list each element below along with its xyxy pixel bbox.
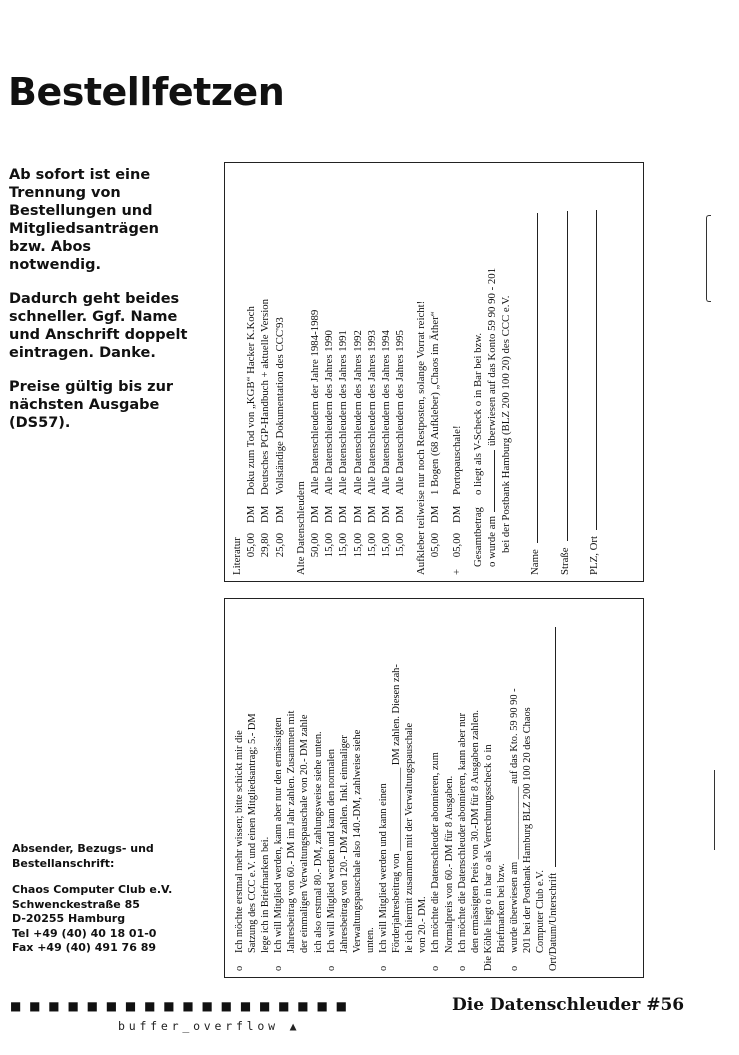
order-row[interactable] (336, 169, 350, 575)
literatur-heading: Literatur (231, 537, 243, 575)
order-row[interactable] (428, 169, 442, 575)
sender-address-line: Tel +49 (40) 40 18 01-0 (12, 926, 157, 940)
item-price: 05,00 (450, 533, 463, 558)
item-title: Alle Datenschleudern der Jahre 1984-1989 (308, 309, 321, 495)
transfer-date-field[interactable] (494, 450, 495, 512)
checkbox-marker[interactable]: o (378, 965, 390, 971)
membership-line[interactable] (377, 605, 390, 971)
order-row[interactable] (351, 169, 365, 575)
membership-line: Jahresbeitrag von 120.- DM zahlen. Inkl. einmaliger (338, 735, 350, 953)
item-price: 25,00 (273, 533, 286, 558)
sender-label-line: Absender, Bezugs- und (12, 842, 154, 855)
order-row[interactable] (379, 169, 393, 575)
membership-line: ich also erstmal 80.- DM, zahlungsweise siehe unten. (312, 731, 324, 953)
membership-line: Normalpreis von 60.- DM für 8 Ausgaben. (443, 775, 455, 953)
order-row[interactable] (273, 169, 287, 575)
checkbox-marker[interactable]: o (456, 965, 468, 971)
name-label: Name (529, 549, 542, 575)
order-form-content (225, 163, 643, 581)
item-title: Doku zum Tod von „KGB“ Hacker K.Koch (245, 306, 258, 495)
intro-line: Mitgliedsanträgen (9, 221, 160, 237)
transfer-account-text: überwiesen auf das Konto 59 90 90 - 201 (486, 267, 498, 447)
street-field[interactable] (567, 211, 568, 541)
order-row[interactable] (393, 169, 407, 575)
membership-text: Ich will Mitglied werden und kann einen (378, 783, 390, 953)
order-row[interactable] (244, 169, 258, 575)
item-currency: DM (273, 505, 286, 523)
intro-line: Bestellungen und (9, 203, 153, 219)
membership-line[interactable] (325, 605, 338, 971)
membership-line: von 20.- DM. (417, 896, 429, 953)
item-price: 05,00 (429, 533, 442, 558)
intro-line: bzw. Abos (9, 239, 92, 255)
signature-field[interactable] (555, 627, 556, 867)
checkbox-marker[interactable]: o (430, 965, 442, 971)
membership-line: Briefmarken bei bzw. (495, 863, 507, 953)
name-field[interactable] (537, 213, 538, 543)
item-currency: DM (429, 505, 442, 523)
item-currency: DM (245, 505, 258, 523)
item-price: 29,80 (259, 533, 272, 558)
membership-line: unten. (364, 927, 376, 953)
item-title: Alle Datenschleudern des Jahres 1993 (365, 330, 378, 495)
item-currency: DM (394, 505, 407, 523)
order-row[interactable] (322, 169, 336, 575)
membership-line[interactable] (233, 605, 246, 971)
intro-line: Trennung von (9, 185, 121, 201)
sender-address-line: Schwenckestraße 85 (12, 897, 140, 911)
item-title: Alle Datenschleudern des Jahres 1991 (337, 330, 350, 495)
item-price: 15,00 (379, 533, 392, 558)
membership-text: Ich will Mitglied werden und kann den normalen (325, 748, 337, 953)
sender-address-block (12, 842, 212, 956)
order-row[interactable] (365, 169, 379, 575)
city-field[interactable] (596, 210, 597, 530)
street-label: Straße (558, 547, 571, 575)
membership-line: der einmaligen Verwaltungspauschale von 20.- DM zahle (299, 714, 311, 953)
sender-address-line: Chaos Computer Club e.V. (12, 883, 173, 896)
order-row[interactable] (308, 169, 322, 575)
item-price: 15,00 (323, 533, 336, 558)
item-currency: DM (259, 505, 272, 523)
membership-line: den ermässigten Preis von 30.-DM für 8 Ausgaben zahlen. (469, 710, 481, 953)
intro-line: Preise gültig bis zur (9, 379, 174, 395)
item-price: 15,00 (351, 533, 364, 558)
membership-line[interactable] (456, 605, 469, 971)
footer-magazine-title: Die Datenschleuder #56 (452, 995, 685, 1015)
item-currency: DM (308, 505, 321, 523)
decorative-bracket (714, 770, 719, 850)
membership-line: Satzung des CCC e.V. und einen Mitgliedsantrag; 5.- DM (247, 713, 259, 953)
order-form (224, 162, 644, 582)
membership-line: le ich hiermit zusammen mit der Verwaltungspauschale (404, 722, 416, 953)
datenschleuder-heading: Alte Datenschleudern (294, 481, 307, 575)
checkbox-marker[interactable]: o (273, 965, 285, 971)
item-price: 15,00 (365, 533, 378, 558)
bank-line: bei der Postbank Hamburg (BLZ 200 100 20) des CCC e.V. (500, 295, 513, 553)
total-label: Gesamtbetrag (471, 507, 484, 567)
porto-row (450, 169, 464, 575)
membership-line[interactable] (272, 605, 285, 971)
item-price: 50,00 (308, 533, 321, 558)
item-currency: DM (450, 505, 463, 523)
page-title: Bestellfetzen (8, 70, 285, 114)
membership-line: Förderjahresbeitrag von ________________ DM zahlen. Diesen zah- (391, 664, 403, 953)
membership-text: Ich möchte die Datenschleuder abonnieren, kann aber nur (456, 712, 468, 953)
intro-paragraph-prices (9, 378, 194, 432)
membership-text: wurde überwiesen am ______________ auf das Kto. 59 90 90 - (508, 688, 520, 953)
membership-text: Ich will Mitglied werden, kann aber nur den ermässigten (273, 717, 285, 953)
item-title: Portopauschale! (450, 425, 463, 495)
item-price: 05,00 (245, 533, 258, 558)
intro-line: eintragen. Danke. (9, 345, 156, 361)
item-currency: DM (323, 505, 336, 523)
item-title: Deutsches PGP-Handbuch + aktuelle Version (259, 299, 272, 495)
membership-line: Jahresbeitrag von 60.- DM im Jahr zahlen. Zusammen mit (286, 710, 298, 953)
item-price: 15,00 (394, 533, 407, 558)
checkbox-marker[interactable]: o (508, 965, 520, 971)
intro-line: und Anschrift doppelt (9, 327, 188, 343)
footer-squares: ■ ■ ■ ■ ■ ■ ■ ■ ■ ■ ■ ■ ■ ■ ■ ■ ■ ■ (10, 999, 349, 1013)
item-title: Alle Datenschleudern des Jahres 1992 (351, 330, 364, 495)
item-title: 1 Bogen (68 Aufkleber) „Chaos im Äther“ (429, 311, 442, 495)
name-row[interactable] (528, 169, 542, 575)
item-currency: DM (365, 505, 378, 523)
item-title: Vollständige Dokumentation des CCC'93 (273, 317, 286, 495)
membership-form (224, 598, 644, 978)
intro-paragraph-separation (9, 166, 194, 274)
membership-line[interactable] (429, 605, 442, 971)
membership-line[interactable] (508, 605, 521, 971)
item-currency: DM (379, 505, 392, 523)
sender-label-line: Bestellanschrift: (12, 856, 115, 870)
signature-line[interactable] (547, 605, 560, 971)
intro-line: Dadurch geht beides (9, 291, 180, 307)
membership-text: Ich möchte erstmal mehr wissen; bitte schickt mir die (234, 730, 245, 953)
aufkleber-heading: Aufkleber teilweise nur noch Restposten, solange Vorrat reicht! (415, 300, 428, 575)
item-currency: DM (337, 505, 350, 523)
membership-line: Computer Club e.V. (535, 870, 547, 953)
sender-address-line: D-20255 Hamburg (12, 912, 126, 925)
membership-line: lege ich in Briefmarken bei. (260, 836, 272, 953)
checkbox-marker[interactable]: o (234, 965, 245, 971)
footer-buffer-overflow: buffer_overflow ▲ (118, 1019, 301, 1033)
item-currency: DM (351, 505, 364, 523)
item-title: Alle Datenschleudern des Jahres 1990 (323, 330, 336, 495)
intro-line: (DS57). (9, 415, 71, 431)
membership-line: Verwaltungspauschale also 140.-DM, zahlweise siehe (351, 729, 363, 953)
intro-paragraph-speed (9, 290, 194, 362)
payment-transfer-row[interactable] (485, 169, 499, 575)
decorative-bracket (706, 215, 711, 302)
intro-line: Ab sofort ist eine (9, 167, 151, 183)
membership-form-content (225, 599, 643, 977)
item-price: 15,00 (337, 533, 350, 558)
city-label: PLZ, Ort (587, 536, 600, 575)
payment-option-transfer[interactable]: o wurde am (486, 516, 498, 567)
city-row[interactable] (587, 169, 601, 575)
membership-line: 201 bei der Postbank Hamburg BLZ 200 100 20 des Chaos (522, 707, 534, 953)
order-row[interactable] (258, 169, 272, 575)
payment-option-cheque[interactable]: o liegt als V-Scheck o in Bar bei bzw. (471, 332, 484, 495)
checkbox-marker[interactable]: o (325, 965, 337, 971)
total-row[interactable] (471, 169, 485, 575)
intro-line: schneller. Ggf. Name (9, 309, 178, 325)
item-title: Alle Datenschleudern des Jahres 1994 (379, 330, 392, 495)
intro-line: notwendig. (9, 257, 102, 273)
payment-method-line[interactable]: Die Köhle liegt o in bar o als Verrechnungsscheck o in (482, 744, 494, 971)
item-title: Alle Datenschleudern des Jahres 1995 (394, 330, 407, 495)
plus-sign: + (450, 568, 463, 575)
membership-text: Ich möchte die Datenschleuder abonnieren, zum (430, 752, 442, 953)
sender-address-line: Fax +49 (40) 491 76 89 (12, 941, 156, 954)
street-row[interactable] (558, 169, 572, 575)
intro-line: nächsten Ausgabe (9, 397, 160, 413)
signature-label: Ort/Datum/Unterschrift (548, 872, 560, 971)
